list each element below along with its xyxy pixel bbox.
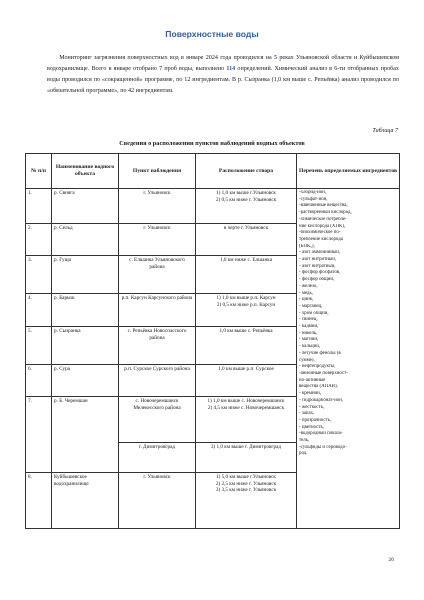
- header-point: Пункт наблюдения: [119, 154, 196, 189]
- ingredients-list: [299, 190, 397, 458]
- row-point: г. Ульяновск: [119, 224, 196, 256]
- ingredient-item: - цинк,: [299, 297, 314, 303]
- row-num: 2.: [26, 224, 52, 256]
- header-location: Расположение створа: [196, 154, 297, 189]
- ingredient-item: - кадмий,: [299, 324, 319, 330]
- intro-paragraph: [47, 53, 399, 97]
- row-point-secondary: г. Димитровград: [119, 442, 195, 469]
- ingredient-item: - жёсткость,: [299, 404, 325, 410]
- row-name: р. Б. Черемшан: [52, 397, 119, 473]
- ingredient-item: -биохимическое по-: [299, 230, 341, 236]
- ingredient-item: -анионные поверхност-: [299, 370, 348, 376]
- row-name: Куйбышевское водохранилище: [52, 473, 119, 529]
- ingredient-item: -растворённый кислород,: [299, 210, 352, 216]
- row-location: 1) 5,0 км выше г.Ульяновск 2) 2,5 км ниже г. Ульяновск 3) 3,5 км ниже г. Ульяновск: [196, 473, 297, 529]
- observation-points-table: [25, 153, 400, 529]
- ingredient-item: тель,: [299, 438, 310, 444]
- row-location: 1) 1,0 км выше р.п. Карсун 2) 0,5 км ниже р.п. Карсун: [196, 294, 297, 327]
- para-text: Мониторинг загрязнения поверхностных вод в январе 2024 года проводился на: [59, 55, 274, 61]
- row-point: г. Ульяновск: [119, 189, 196, 224]
- ingredient-item: -химическое потребле-: [299, 216, 347, 222]
- header-ingredients: Перечень определяемых ингредиентов: [297, 154, 400, 189]
- row-name: р. Сельд: [52, 224, 119, 256]
- ingredient-item: - медь,: [299, 290, 313, 296]
- ingredient-item: - азот аммонийный,: [299, 250, 341, 256]
- row-location: 1) 1,0 км выше г.Ульяновск 2) 0,5 км ниже г. Ульяновск: [196, 189, 297, 224]
- section-title: Поверхностные воды: [165, 29, 259, 39]
- row-location: 1,0 км ниже с. Елшанка: [196, 256, 297, 294]
- row-location: [196, 397, 297, 473]
- ingredient-item: - железо,: [299, 283, 318, 289]
- ingredient-item: - азот нитратный,: [299, 263, 336, 269]
- ingredient-item: - свинец,: [299, 317, 318, 323]
- table-title: Сведения о расположении пунктов наблюдений водных объектов: [119, 140, 305, 147]
- ingredient-item: род.: [299, 451, 308, 457]
- row-point: р.п. Сурское Сурского района: [119, 365, 196, 397]
- ingredient-item: (БПК₅),: [299, 243, 315, 249]
- ingredient-item: -сульфат-ион,: [299, 196, 328, 202]
- row-name: р. Сызранка: [52, 327, 119, 365]
- ingredient-item: -водородный показа-: [299, 431, 343, 437]
- ingredient-item: - фосфор общий,: [299, 277, 335, 283]
- para-text: определений. Химический анализ в 6-ти отобранных пробах воды проводился по «сокращенной» программе, по 12 ингредиентам. В р. Сызранка (1,0 км выше с. Репьёвка) анализ проводился по «обязательной программе», по 42 ингредиентам.: [47, 65, 399, 94]
- row-name: р. Сура: [52, 365, 119, 397]
- row-location: в черте г. Ульяновск: [196, 224, 297, 256]
- ingredient-item: - фосфор фосфатов,: [299, 270, 341, 276]
- ingredient-item: сумме),: [299, 357, 315, 363]
- ingredient-item: - запах,: [299, 411, 315, 417]
- table-header-row: [26, 154, 400, 189]
- row-point: с. Елшанка Ульяновского района: [119, 256, 196, 294]
- row-num: 5.: [26, 327, 52, 365]
- row-point: г. Ульяновск: [119, 473, 196, 529]
- row-name: р. Барыш: [52, 294, 119, 327]
- samples-count: 7: [159, 65, 163, 72]
- ingredient-item: -сульфиды и сероводо-: [299, 444, 347, 450]
- ingredient-item: - хром общий,: [299, 310, 329, 316]
- row-num: 1.: [26, 189, 52, 224]
- ingredient-item: - кальций,: [299, 344, 321, 350]
- ingredient-item: ние кислорода (ХПК),: [299, 223, 346, 229]
- row-num: 7.: [26, 397, 52, 473]
- row-location-primary: 1) 1,0 км выше с. Новочеремшанск 2) 4,5 км ниже с. Новочеремшанск: [207, 398, 285, 411]
- ingredient-item: - марганец,: [299, 303, 323, 309]
- ingredient-item: - никель,: [299, 330, 318, 336]
- row-point: с. Репьёвка Новоспасского района: [119, 327, 196, 365]
- row-point: [119, 397, 196, 473]
- ingredient-item: - нефтепродукты,: [299, 364, 336, 370]
- row-num: 3.: [26, 256, 52, 294]
- row-location: 1,0 км выше с. Репьёвка: [196, 327, 297, 365]
- row-num: 8.: [26, 473, 52, 529]
- ingredient-item: но-активные: [299, 377, 326, 383]
- row-num: 4.: [26, 294, 52, 327]
- ingredient-item: - летучие фенолы (в: [299, 350, 341, 356]
- ingredient-item: - гидрокарбонат-ион,: [299, 397, 344, 403]
- ingredient-item: вещества (АПАВ),: [299, 384, 338, 390]
- definitions-count: 114: [226, 65, 236, 72]
- ingredient-item: -взвешенные вещества,: [299, 203, 348, 209]
- page-number: 26: [388, 557, 394, 563]
- row-name: р. Гуща: [52, 256, 119, 294]
- row-num: 6.: [26, 365, 52, 397]
- row-point: р.п. Карсун Карсунского района: [119, 294, 196, 327]
- ingredients-cell: [297, 189, 400, 529]
- row-point-primary: с. Новочеремшанск Мелекесского района: [133, 398, 181, 411]
- ingredient-item: - магний,: [299, 337, 319, 343]
- row-location-secondary: 3) 1,0 км выше г. Димитровград: [196, 442, 296, 469]
- ingredient-item: - прозрачность,: [299, 417, 332, 423]
- ingredient-item: - азот нитритный,: [299, 257, 337, 263]
- para-text: проб воды, выполнено: [162, 65, 227, 72]
- table-caption: Таблица 7: [372, 128, 398, 134]
- row-location: 1,0 км выше р.п. Сурское: [196, 365, 297, 397]
- ingredient-item: требление кислорода: [299, 236, 343, 242]
- header-name: Наименование водного объекта: [52, 154, 119, 189]
- rivers-count: 5: [274, 55, 278, 61]
- row-name: р. Свияга: [52, 189, 119, 224]
- para-text: реках Ульяновской области и Куйбышевском водохранилище. Всего в январе отобрано: [47, 55, 399, 72]
- ingredient-item: -хлорид-ион,: [299, 190, 327, 195]
- header-num: № п/п: [26, 154, 52, 189]
- ingredient-item: - цветность,: [299, 424, 325, 430]
- table-row: [26, 189, 400, 224]
- ingredient-item: - кремний,: [299, 391, 322, 397]
